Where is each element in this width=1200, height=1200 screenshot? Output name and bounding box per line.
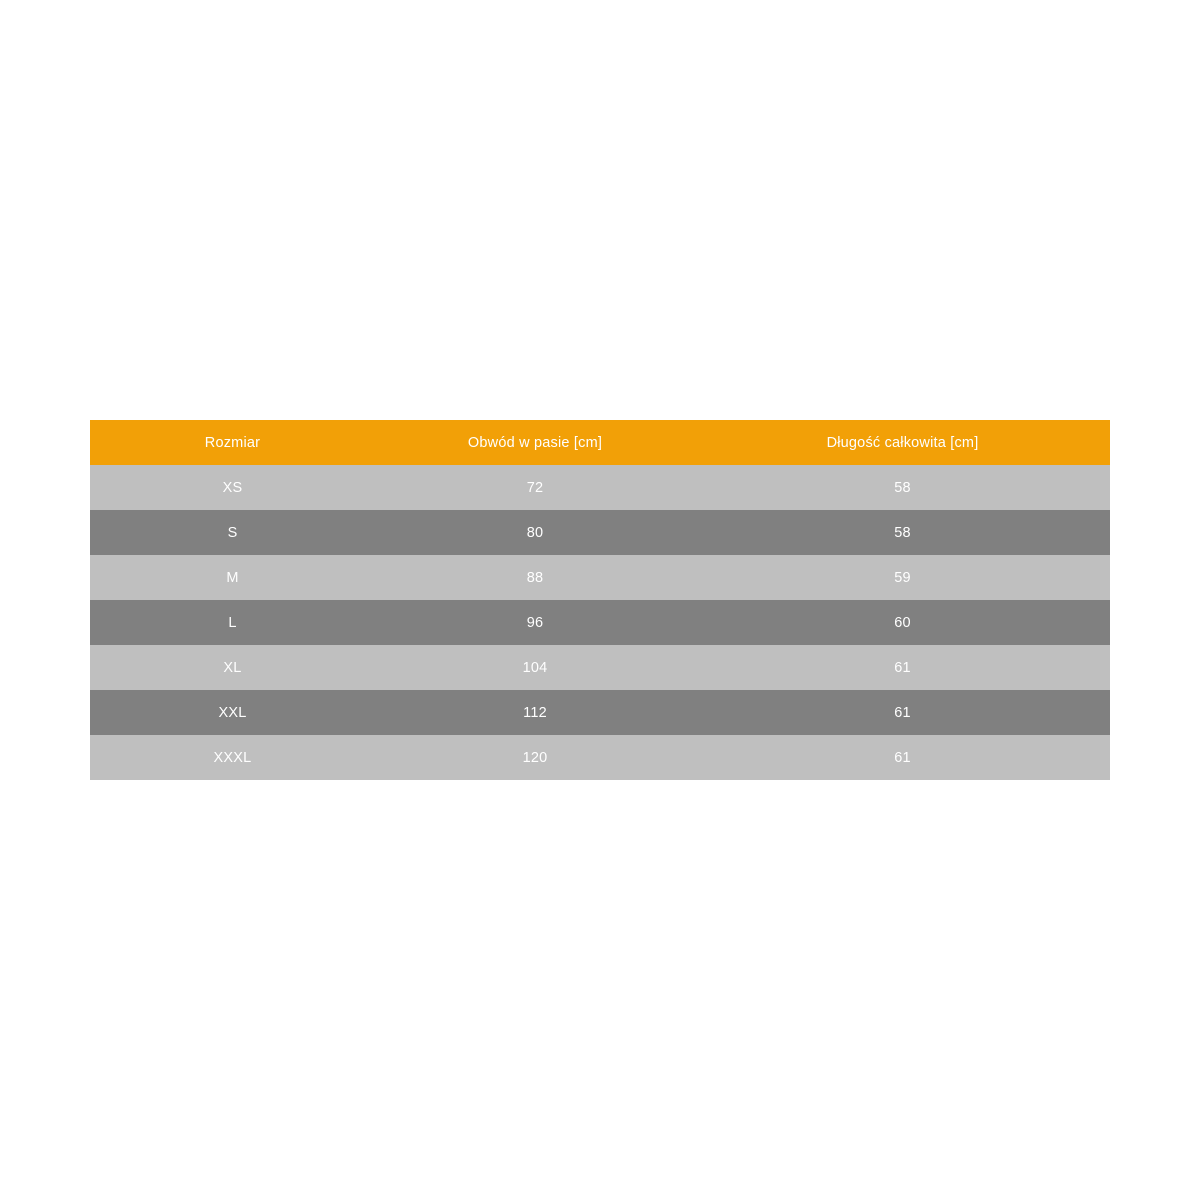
cell-length: 58	[894, 524, 911, 541]
cell-length: 61	[894, 659, 911, 676]
cell-waist: 112	[523, 704, 547, 721]
cell-size: XL	[223, 659, 242, 676]
cell-size: M	[226, 569, 239, 586]
cell-size: XXL	[218, 704, 247, 721]
cell-length: 58	[894, 479, 911, 496]
table-body	[90, 465, 1110, 780]
table-row	[90, 645, 1110, 690]
table-row	[90, 510, 1110, 555]
table-row	[90, 465, 1110, 510]
cell-waist: 80	[526, 524, 544, 541]
cell-length: 60	[894, 614, 911, 631]
cell-waist: 88	[526, 569, 544, 586]
cell-waist: 72	[526, 479, 544, 496]
cell-waist: 104	[522, 659, 548, 676]
cell-waist: 96	[526, 614, 544, 631]
cell-size: XS	[222, 479, 243, 496]
column-header-size: Rozmiar	[204, 434, 261, 451]
table-row	[90, 600, 1110, 645]
table-row	[90, 735, 1110, 780]
table-header-row	[90, 420, 1110, 465]
cell-length: 61	[894, 704, 911, 721]
size-chart-table	[90, 420, 1110, 780]
table-header	[90, 420, 1110, 465]
cell-length: 59	[894, 569, 911, 586]
cell-size: XXXL	[213, 749, 252, 766]
cell-size: S	[227, 524, 238, 541]
column-header-waist: Obwód w pasie [cm]	[467, 434, 603, 451]
cell-waist: 120	[522, 749, 548, 766]
table-row	[90, 690, 1110, 735]
cell-length: 61	[894, 749, 911, 766]
column-header-length: Długość całkowita [cm]	[826, 434, 979, 451]
cell-size: L	[228, 614, 237, 631]
table-row	[90, 555, 1110, 600]
